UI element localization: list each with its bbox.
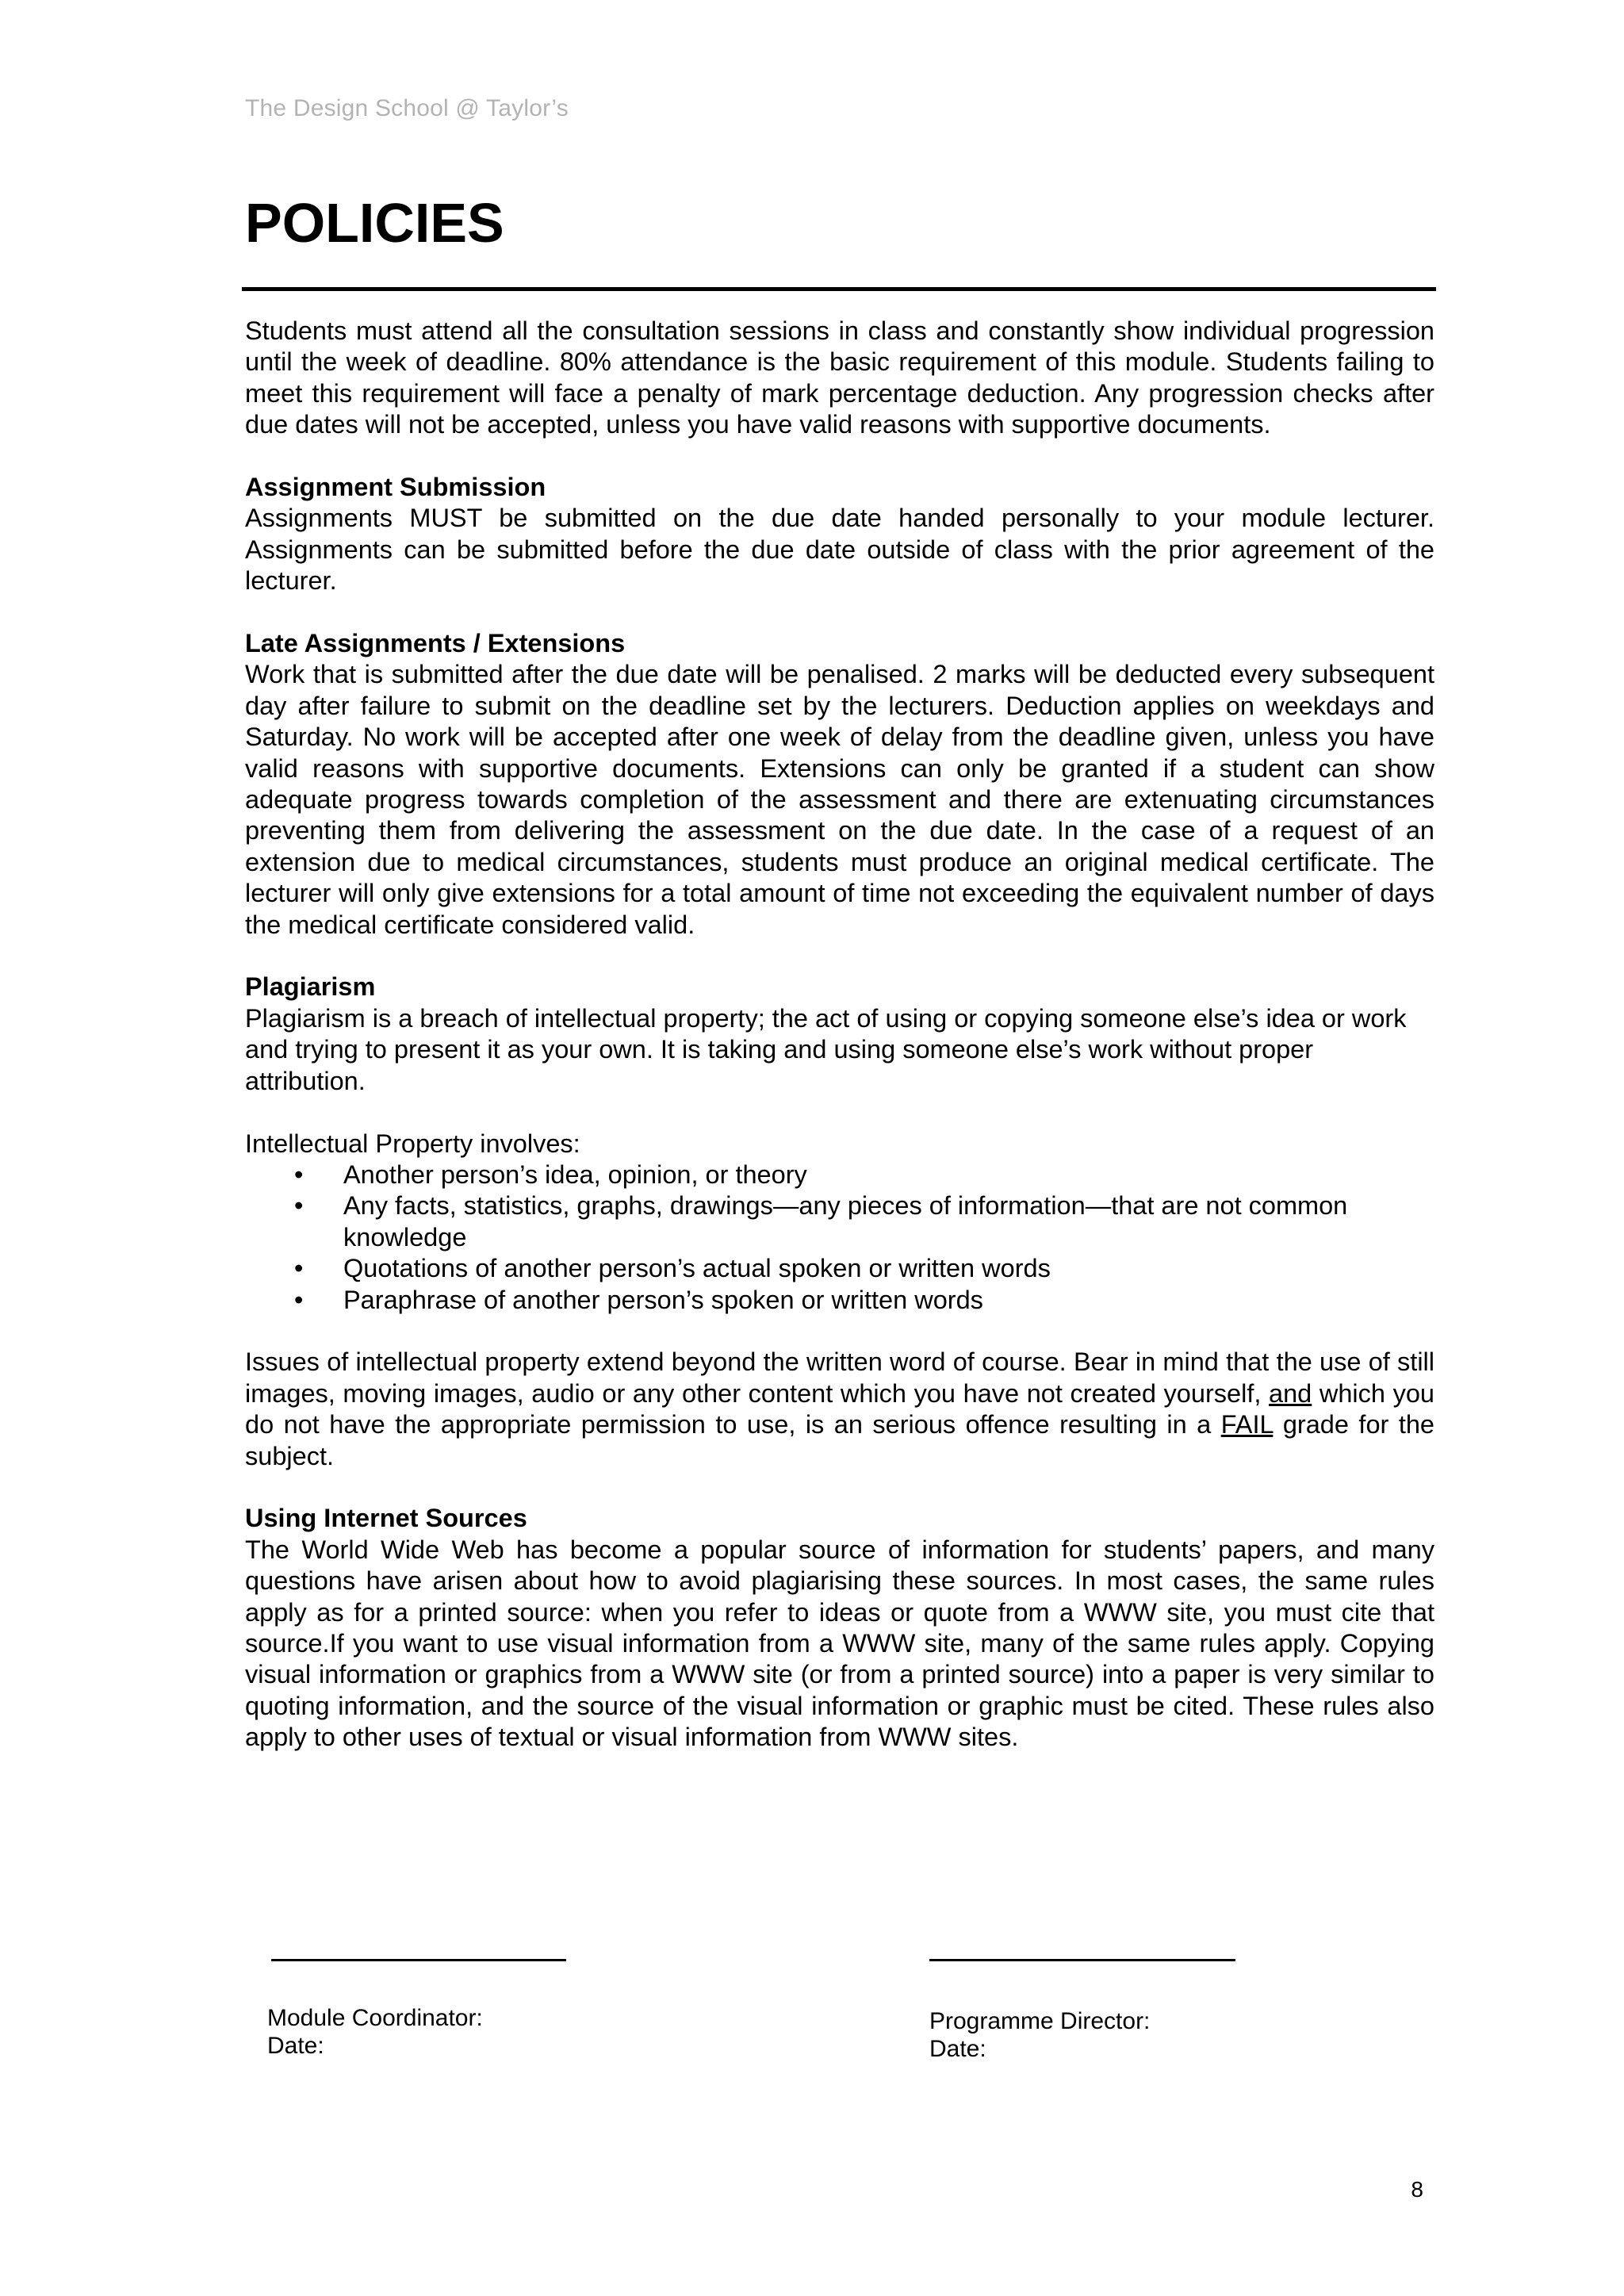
date-label: Date: bbox=[267, 2033, 324, 2059]
bullet-icon: • bbox=[294, 1159, 304, 1189]
signature-block-right bbox=[929, 2007, 1150, 2063]
bullet-icon: • bbox=[294, 1191, 304, 1221]
module-coordinator-label: Module Coordinator: bbox=[267, 2005, 483, 2031]
plagiarism-heading: Plagiarism bbox=[245, 972, 376, 1002]
spacer bbox=[245, 441, 1434, 472]
bullet-icon: • bbox=[294, 1254, 304, 1283]
header-school-name: The Design School @ Taylor’s bbox=[245, 95, 569, 121]
ip-issues-text: Issues of intellectual property extend beyond the written word of course. Bear in mind that the use of still images, moving images, audio or any other content which you have not created yourself, bbox=[245, 1347, 1434, 1408]
underlined-and: and bbox=[1269, 1378, 1312, 1408]
spacer bbox=[245, 1316, 1434, 1347]
underlined-fail: FAIL bbox=[1220, 1410, 1274, 1439]
spacer bbox=[245, 1472, 1434, 1503]
ip-bullet-list bbox=[245, 1159, 1434, 1316]
plagiarism-paragraph: Plagiarism is a breach of intellectual property; the act of using or copying someone else’s idea or work and trying to present it as your own. It is taking and using someone else’s work without proper attribution. bbox=[245, 1003, 1407, 1095]
late-assignments-paragraph: Work that is submitted after the due date will be penalised. 2 marks will be deducted every subsequent day after failure to submit on the deadline set by the lecturers. Deduction applies on weekdays and Saturday. No work will be accepted after one week of delay from the deadline given, unless you have valid reasons with supportive documents. Extensions can only be granted if a student can show adequate progress towards completion of the assessment and there are extenuating circumstances preventing them from delivering the assessment on the due date. In the case of a request of an extension due to medical circumstances, students must produce an original medical certificate. The lecturer will only give extensions for a total amount of time not exceeding the equivalent number of days the medical certificate considered valid. bbox=[245, 660, 1434, 939]
list-item bbox=[245, 1285, 1434, 1316]
document-body bbox=[245, 316, 1434, 1754]
spacer bbox=[245, 597, 1434, 628]
spacer bbox=[245, 941, 1434, 972]
signature-line-programme-director[interactable] bbox=[929, 1959, 1235, 1961]
assignment-submission-heading: Assignment Submission bbox=[245, 473, 546, 502]
list-item-text: Another person’s idea, opinion, or theory bbox=[343, 1159, 807, 1189]
title-rule bbox=[242, 287, 1436, 291]
ip-issues-text: which you do not have the appropriate permission to use, is an serious offence resulting in a bbox=[245, 1378, 1434, 1439]
bullet-icon: • bbox=[294, 1285, 304, 1314]
list-item-text: Any facts, statistics, graphs, drawings—any pieces of information—that are not common knowledge bbox=[343, 1191, 1348, 1251]
page-number: 8 bbox=[1411, 2177, 1423, 2202]
ip-issues-paragraph bbox=[245, 1347, 1434, 1472]
programme-director-label: Programme Director: bbox=[929, 2008, 1151, 2034]
internet-sources-heading: Using Internet Sources bbox=[245, 1504, 527, 1533]
list-item bbox=[245, 1253, 1434, 1284]
list-item bbox=[245, 1190, 1434, 1253]
list-item-text: Paraphrase of another person’s spoken or written words bbox=[343, 1285, 983, 1314]
ip-issues-text: grade for the subject. bbox=[245, 1410, 1434, 1470]
spacer bbox=[245, 1097, 1434, 1128]
internet-sources-paragraph: The World Wide Web has become a popular source of information for students’ papers, and many questions have arisen about how to avoid plagiarising these sources. In most cases, the same rules apply as for a printed source: when you refer to ideas or quote from a WWW site, you must cite that source.If you want to use visual information from a WWW site, many of the same rules apply. Copying visual information or graphics from a WWW site (or from a printed source) into a paper is very similar to quoting information, and the source of the visual information or graphic must be cited. These rules also apply to other uses of textual or visual information from WWW sites. bbox=[245, 1535, 1434, 1752]
signature-block-left bbox=[267, 2004, 483, 2060]
signature-line-module-coordinator[interactable] bbox=[271, 1959, 566, 1961]
intro-paragraph: Students must attend all the consultation sessions in class and constantly show individual progression until the week of deadline. 80% attendance is the basic requirement of this module. Students failing to meet this requirement will face a penalty of mark percentage deduction. Any progression checks after due dates will not be accepted, unless you have valid reasons with supportive documents. bbox=[245, 316, 1434, 439]
ip-intro: Intellectual Property involves: bbox=[245, 1129, 580, 1158]
assignment-submission-paragraph: Assignments MUST be submitted on the due date handed personally to your module lecturer. Assignments can be submitted before the due date outside of class with the prior agreement of the lecturer. bbox=[245, 504, 1434, 596]
list-item bbox=[245, 1159, 1434, 1190]
page-title: POLICIES bbox=[245, 192, 504, 254]
late-assignments-heading: Late Assignments / Extensions bbox=[245, 629, 626, 658]
date-label: Date: bbox=[929, 2036, 986, 2062]
list-item-text: Quotations of another person’s actual spoken or written words bbox=[343, 1254, 1051, 1283]
